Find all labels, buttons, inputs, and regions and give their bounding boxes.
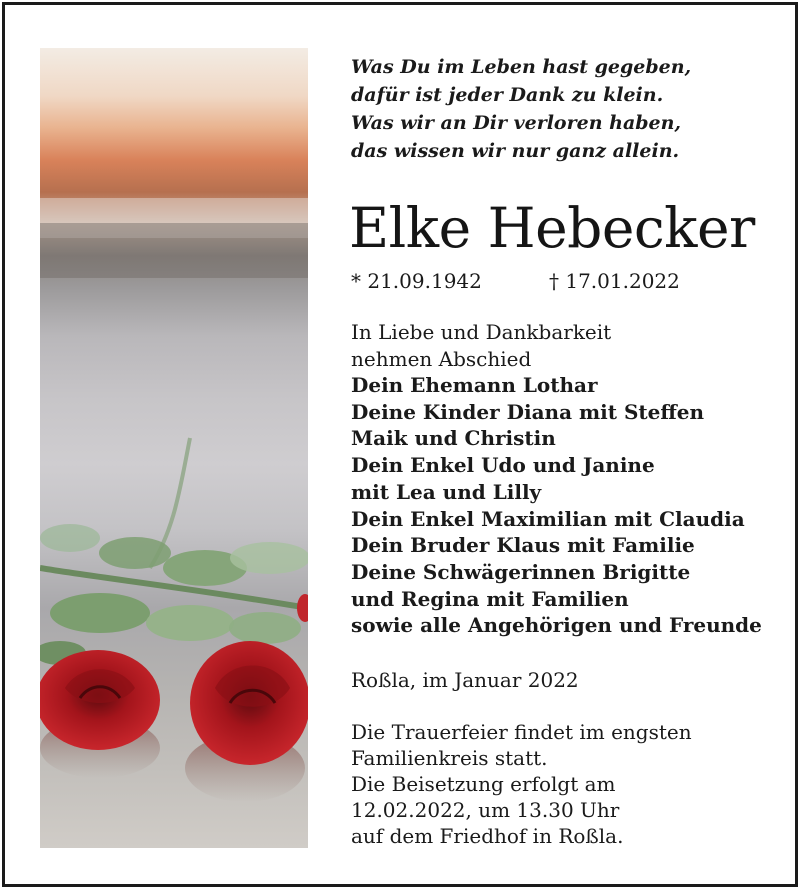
mourner-entry: mit Lea und Lilly: [351, 479, 542, 504]
roses-illustration: [40, 48, 308, 848]
notice-line: 12.02.2022, um 13.30 Uhr: [351, 798, 620, 822]
mourners-list: [351, 372, 762, 639]
rose-right-icon: [190, 641, 308, 765]
mourner-entry: Deine Kinder Diana mit Steffen: [351, 399, 705, 424]
notice-line: Die Beisetzung erfolgt am: [351, 772, 616, 796]
mourner-entry: sowie alle Angehörigen und Freunde: [351, 613, 762, 638]
notice-line: Familienkreis statt.: [351, 746, 548, 770]
notice-line: auf dem Friedhof in Roßla.: [351, 824, 624, 848]
mourner-entry: Dein Enkel Udo und Janine: [351, 453, 655, 478]
obituary-border: [2, 2, 798, 887]
roses-photo: [40, 48, 308, 848]
poem-line: Was Du im Leben hast gegeben,: [351, 56, 692, 78]
mourner-entry: Dein Ehemann Lothar: [351, 373, 598, 397]
birth-date: * 21.09.1942: [351, 269, 482, 293]
poem-line: das wissen wir nur ganz allein.: [351, 140, 680, 162]
death-date: † 17.01.2022: [549, 269, 680, 293]
mourner-entry: Dein Enkel Maximilian mit Claudia: [351, 506, 745, 531]
intro-line: In Liebe und Dankbarkeit: [351, 320, 612, 344]
mourner-entry: Maik und Christin: [351, 426, 556, 451]
mourner-entry: und Regina mit Familien: [351, 586, 629, 611]
funeral-notice: [351, 719, 692, 849]
poem-line: Was wir an Dir verloren haben,: [351, 112, 682, 134]
life-dates: [351, 267, 680, 295]
notice-line: Die Trauerfeier findet im engsten: [351, 720, 692, 744]
farewell-intro: [351, 319, 611, 372]
place-and-date: Roßla, im Januar 2022: [351, 668, 579, 692]
mourner-entry: Dein Bruder Klaus mit Familie: [351, 533, 695, 558]
intro-line: nehmen Abschied: [351, 346, 532, 371]
deceased-name: Elke Hebecker: [349, 196, 755, 260]
memorial-poem: [351, 53, 691, 165]
poem-line: dafür ist jeder Dank zu klein.: [351, 84, 664, 106]
mourner-entry: Deine Schwägerinnen Brigitte: [351, 559, 691, 584]
rose-left-icon: [40, 650, 160, 750]
